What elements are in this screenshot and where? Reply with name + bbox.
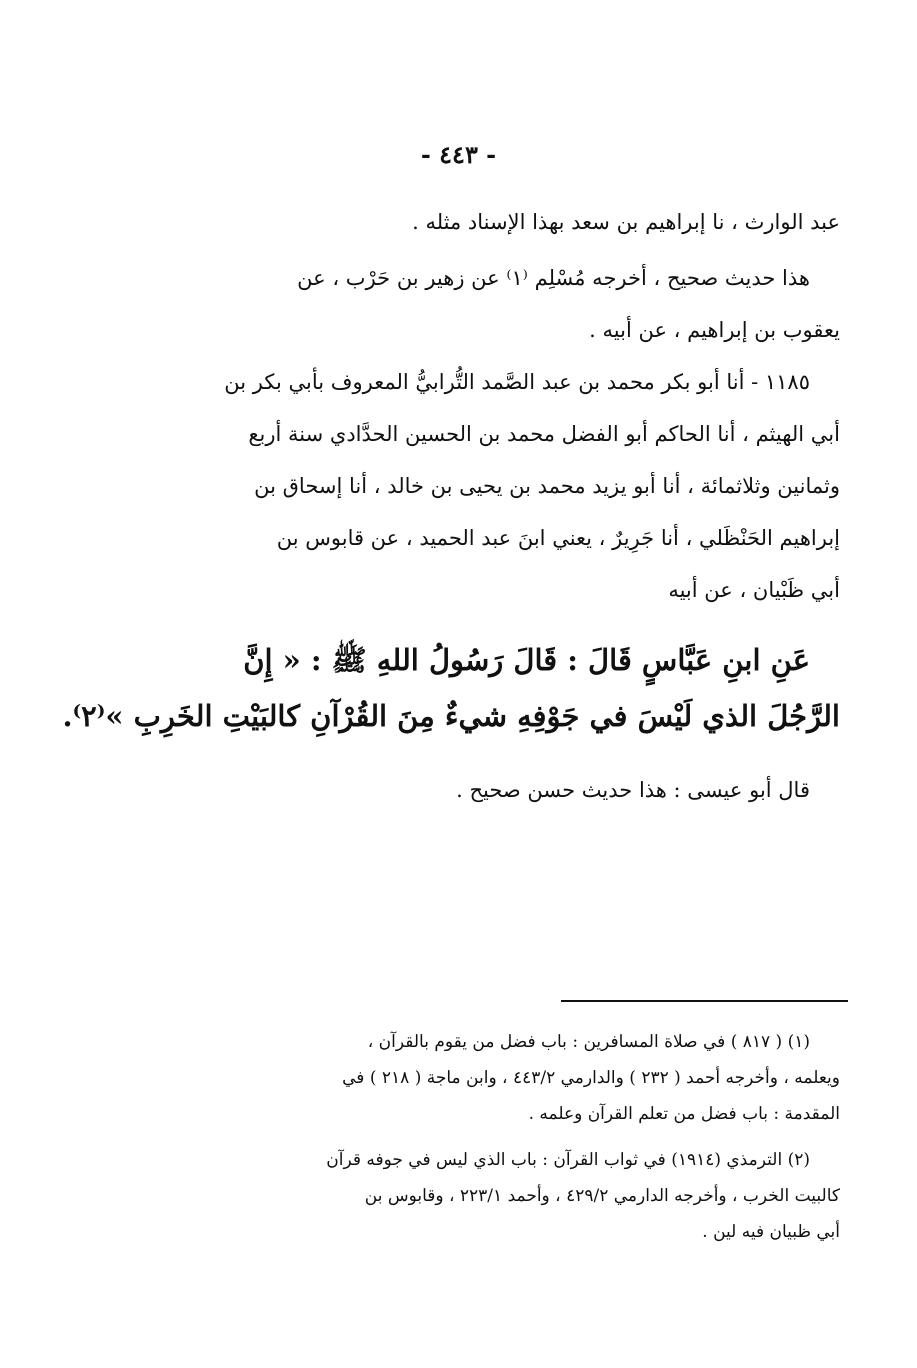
paragraph-grading [180,252,840,356]
text-line: يعقوب بن إبراهيم ، عن أبيه . [589,318,840,342]
paragraph-continuation [180,196,840,248]
text-line: وثمانين وثلاثمائة ، أنا أبو يزيد محمد بن يحيى بن خالد ، أنا إسحاق بن [254,474,840,498]
footnote-line: (٢) الترمذي (١٩١٤) في ثواب القرآن : باب الذي ليس في جوفه قرآن [326,1150,810,1170]
text-line: عبد الوارث ، نا إبراهيم بن سعد بهذا الإسناد مثله . [412,210,840,234]
footnote-line: (١) ( ٨١٧ ) في صلاة المسافرين : باب فضل من يقوم بالقرآن ، [367,1032,810,1052]
footnote-line: ويعلمه ، وأخرجه أحمد ( ٢٣٢ ) والدارمي ٤٤٣/٢ ، وابن ماجة ( ٢١٨ ) في [342,1068,840,1088]
footnote-2 [180,1142,840,1250]
hadith-line: الرَّجُلَ الذي لَيْسَ في جَوْفِهِ شيءٌ مِنَ القُرْآنِ كالبَيْتِ الخَرِبِ »⁽٢⁾. [62,699,840,733]
text-line: ١١٨٥ - أنا أبو بكر محمد بن عبد الصَّمد التُّرابيُّ المعروف بأبي بكر بن [224,370,810,394]
text-line: أبي الهيثم ، أنا الحاكم أبو الفضل محمد بن الحسين الحدَّادي سنة أربع [248,422,840,446]
footnote-divider [561,1000,848,1002]
footnote-line: أبي ظبيان فيه لين . [702,1222,840,1242]
footnote-line: المقدمة : باب فضل من تعلم القرآن وعلمه . [528,1104,840,1124]
text-line: أبي ظَبْيان ، عن أبيه [668,578,840,602]
footnote-line: كالبيت الخرب ، وأخرجه الدارمي ٤٢٩/٢ ، وأحمد ٢٢٣/١ ، وقابوس بن [364,1186,840,1206]
text-line: هذا حديث صحيح ، أخرجه مُسْلِم ⁽١⁾ عن زهير بن حَرْب ، عن [297,266,810,290]
text-line: قال أبو عيسى : هذا حديث حسن صحيح . [456,778,810,802]
text-line: إبراهيم الحَنْظَلي ، أنا جَرِيرٌ ، يعني ابنَ عبد الحميد ، عن قابوس بن [276,526,840,550]
hadith-line: عَنِ ابنِ عَبَّاسٍ قَالَ : قَالَ رَسُولُ اللهِ ﷺ : « إِنَّ [243,643,810,677]
paragraph-isnad [180,356,840,616]
page-number: - ٤٤٣ - [420,140,497,169]
footnote-1 [180,1024,840,1132]
paragraph-tirmidhi-grading [180,764,840,816]
hadith-matn [62,632,840,744]
